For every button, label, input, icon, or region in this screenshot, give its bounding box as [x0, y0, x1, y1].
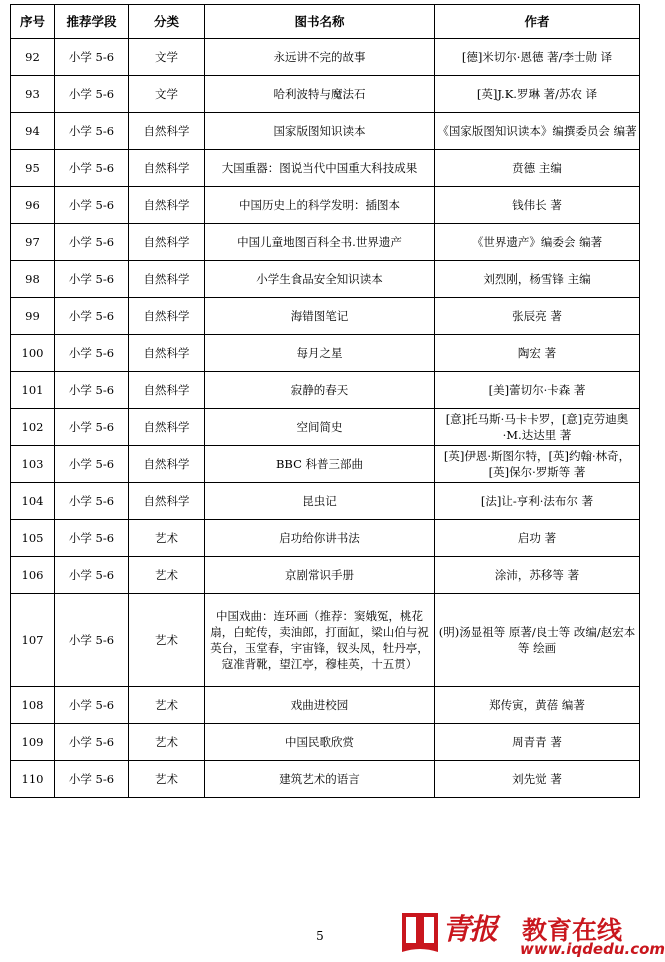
- cell-category: 自然科学: [129, 113, 205, 150]
- cell-category: 艺术: [129, 557, 205, 594]
- table-row: [11, 372, 640, 409]
- table-row: [11, 761, 640, 798]
- cell-title: 昆虫记: [205, 483, 435, 520]
- cell-stage: 小学 5-6: [55, 483, 129, 520]
- table-row: [11, 335, 640, 372]
- cell-title: 大国重器：图说当代中国重大科技成果: [205, 150, 435, 187]
- cell-title: 小学生食品安全知识读本: [205, 261, 435, 298]
- cell-title: 每月之星: [205, 335, 435, 372]
- table-row: [11, 724, 640, 761]
- header-author: 作者: [435, 5, 640, 39]
- cell-title: 京剧常识手册: [205, 557, 435, 594]
- table-row: [11, 520, 640, 557]
- cell-author: 启功 著: [435, 520, 640, 557]
- cell-stage: 小学 5-6: [55, 724, 129, 761]
- cell-number: 96: [11, 187, 55, 224]
- cell-number: 104: [11, 483, 55, 520]
- cell-category: 自然科学: [129, 483, 205, 520]
- cell-stage: 小学 5-6: [55, 39, 129, 76]
- cell-title: 中国儿童地图百科全书.世界遗产: [205, 224, 435, 261]
- table-row: [11, 39, 640, 76]
- cell-stage: 小学 5-6: [55, 594, 129, 687]
- table-row: [11, 687, 640, 724]
- cell-category: 文学: [129, 39, 205, 76]
- cell-category: 艺术: [129, 687, 205, 724]
- cell-category: 自然科学: [129, 409, 205, 446]
- cell-author: [英]J.K.罗琳 著/苏农 译: [435, 76, 640, 113]
- cell-number: 103: [11, 446, 55, 483]
- cell-title: 寂静的春天: [205, 372, 435, 409]
- cell-stage: 小学 5-6: [55, 150, 129, 187]
- logo-name: 教育在线: [522, 916, 623, 945]
- cell-category: 艺术: [129, 594, 205, 687]
- cell-author: [英]伊恩·斯图尔特，[英]约翰·林奇，[英]保尔·罗斯等 著: [435, 446, 640, 483]
- cell-title: 永远讲不完的故事: [205, 39, 435, 76]
- cell-title: 中国戏曲：连环画（推荐：窦娥冤，桃花扇，白蛇传，卖油郎，打面缸，梁山伯与祝英台，玉堂春，宇宙锋，钗头凤，牡丹亭，寇准背靴，望江亭，穆桂英，十五贯）: [205, 594, 435, 687]
- cell-category: 艺术: [129, 761, 205, 798]
- table-row: [11, 224, 640, 261]
- cell-author: 《世界遗产》编委会 编著: [435, 224, 640, 261]
- cell-author: 刘烈刚，杨雪锋 主编: [435, 261, 640, 298]
- cell-title: 中国历史上的科学发明：插图本: [205, 187, 435, 224]
- cell-number: 102: [11, 409, 55, 446]
- header-number: 序号: [11, 5, 55, 39]
- cell-stage: 小学 5-6: [55, 224, 129, 261]
- cell-number: 97: [11, 224, 55, 261]
- cell-stage: 小学 5-6: [55, 187, 129, 224]
- cell-category: 自然科学: [129, 224, 205, 261]
- cell-category: 自然科学: [129, 261, 205, 298]
- cell-title: 空间简史: [205, 409, 435, 446]
- cell-author: 陶宏 著: [435, 335, 640, 372]
- cell-title: 海错图笔记: [205, 298, 435, 335]
- table-row: [11, 483, 640, 520]
- site-logo[interactable]: [398, 903, 665, 959]
- cell-title: 启功给你讲书法: [205, 520, 435, 557]
- cell-number: 92: [11, 39, 55, 76]
- cell-author: 张辰亮 著: [435, 298, 640, 335]
- header-category: 分类: [129, 5, 205, 39]
- cell-number: 106: [11, 557, 55, 594]
- cell-category: 自然科学: [129, 446, 205, 483]
- table-row: [11, 76, 640, 113]
- cell-stage: 小学 5-6: [55, 76, 129, 113]
- table-row: [11, 150, 640, 187]
- cell-category: 自然科学: [129, 372, 205, 409]
- table-row: [11, 446, 640, 483]
- cell-number: 101: [11, 372, 55, 409]
- cell-number: 95: [11, 150, 55, 187]
- cell-number: 99: [11, 298, 55, 335]
- cell-author: 周青青 著: [435, 724, 640, 761]
- cell-stage: 小学 5-6: [55, 113, 129, 150]
- cell-stage: 小学 5-6: [55, 372, 129, 409]
- table-row: [11, 113, 640, 150]
- cell-author: 钱伟长 著: [435, 187, 640, 224]
- logo-script-text: 青报: [442, 912, 497, 946]
- cell-number: 107: [11, 594, 55, 687]
- cell-number: 109: [11, 724, 55, 761]
- cell-number: 108: [11, 687, 55, 724]
- table-row: [11, 187, 640, 224]
- cell-author: 贲德 主编: [435, 150, 640, 187]
- cell-author: 郑传寅，黄蓓 编著: [435, 687, 640, 724]
- cell-author: 涂沛，苏移等 著: [435, 557, 640, 594]
- table-row: [11, 594, 640, 687]
- table-row: [11, 409, 640, 446]
- open-book-icon: [400, 911, 440, 955]
- cell-category: 自然科学: [129, 298, 205, 335]
- cell-number: 93: [11, 76, 55, 113]
- cell-stage: 小学 5-6: [55, 335, 129, 372]
- cell-stage: 小学 5-6: [55, 520, 129, 557]
- cell-category: 艺术: [129, 724, 205, 761]
- table-row: [11, 557, 640, 594]
- cell-author: [意]托马斯·马卡卡罗，[意]克劳迪奥·M.达达里 著: [435, 409, 640, 446]
- cell-category: 文学: [129, 76, 205, 113]
- table-row: [11, 298, 640, 335]
- cell-stage: 小学 5-6: [55, 761, 129, 798]
- cell-category: 艺术: [129, 520, 205, 557]
- cell-author: (明)汤显祖等 原著/良士等 改编/赵宏本等 绘画: [435, 594, 640, 687]
- cell-title: 中国民歌欣赏: [205, 724, 435, 761]
- header-title: 图书名称: [205, 5, 435, 39]
- logo-url: www.iqdedu.com: [520, 940, 665, 958]
- cell-category: 自然科学: [129, 187, 205, 224]
- header-stage: 推荐学段: [55, 5, 129, 39]
- table-header-row: [11, 5, 640, 39]
- cell-title: 哈利波特与魔法石: [205, 76, 435, 113]
- cell-title: 国家版图知识读本: [205, 113, 435, 150]
- cell-title: 建筑艺术的语言: [205, 761, 435, 798]
- cell-number: 94: [11, 113, 55, 150]
- book-list-table: [10, 4, 640, 798]
- cell-stage: 小学 5-6: [55, 446, 129, 483]
- cell-stage: 小学 5-6: [55, 409, 129, 446]
- cell-stage: 小学 5-6: [55, 687, 129, 724]
- page-number: 5: [316, 929, 324, 943]
- table-row: [11, 261, 640, 298]
- cell-author: [法]让-亨利·法布尔 著: [435, 483, 640, 520]
- cell-category: 自然科学: [129, 335, 205, 372]
- cell-stage: 小学 5-6: [55, 557, 129, 594]
- cell-number: 110: [11, 761, 55, 798]
- cell-title: 戏曲进校园: [205, 687, 435, 724]
- cell-author: 《国家版图知识读本》编撰委员会 编著: [435, 113, 640, 150]
- cell-author: 刘先觉 著: [435, 761, 640, 798]
- cell-author: [美]蕾切尔·卡森 著: [435, 372, 640, 409]
- cell-stage: 小学 5-6: [55, 261, 129, 298]
- cell-number: 100: [11, 335, 55, 372]
- cell-number: 98: [11, 261, 55, 298]
- cell-stage: 小学 5-6: [55, 298, 129, 335]
- cell-author: [德]米切尔·恩德 著/李士勋 译: [435, 39, 640, 76]
- cell-number: 105: [11, 520, 55, 557]
- cell-category: 自然科学: [129, 150, 205, 187]
- cell-title: BBC 科普三部曲: [205, 446, 435, 483]
